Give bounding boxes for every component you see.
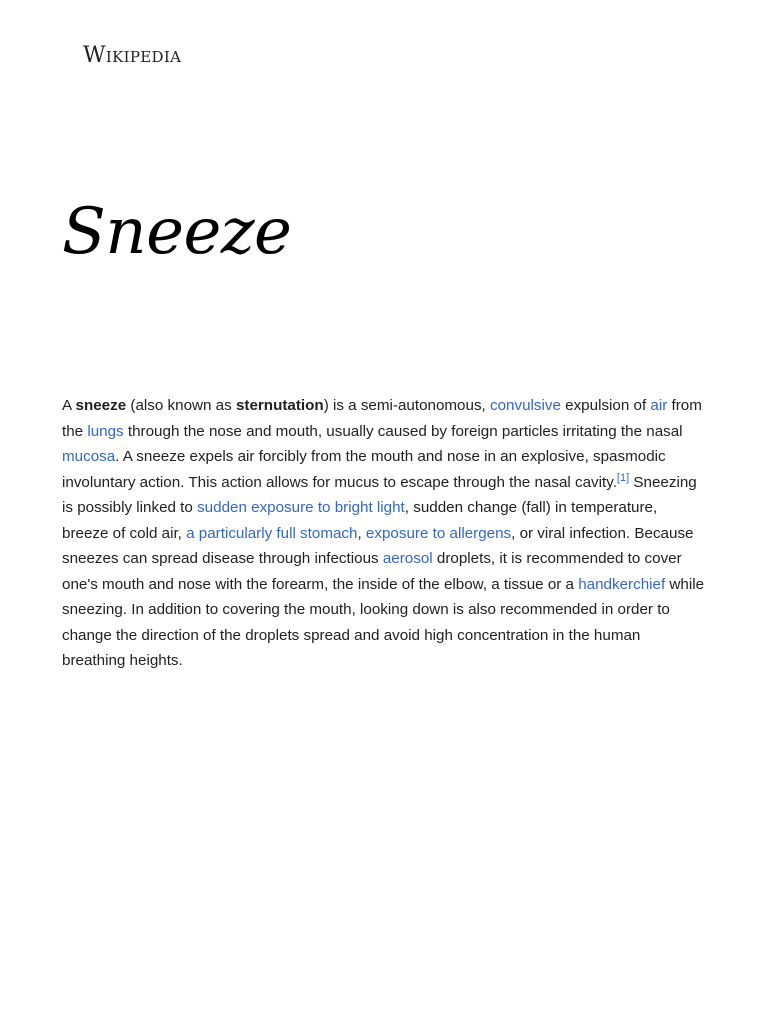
reference-link-1[interactable]: [1] xyxy=(616,471,630,484)
link-bright-light[interactable]: sudden exposure to bright light xyxy=(197,499,405,516)
page-title: Sneeze xyxy=(62,195,292,269)
text-segment: , sudden change (fall) in temperature, breeze of cold air, xyxy=(62,499,658,542)
link-convulsive[interactable]: convulsive xyxy=(490,397,561,414)
text-segment: Sneezing is possibly linked to xyxy=(62,473,697,516)
text-segment: , or viral infection. Because sneezes can spread disease through infectious xyxy=(62,524,694,567)
link-allergens[interactable]: exposure to allergens xyxy=(365,524,512,542)
wikipedia-logo[interactable]: Wikipedia xyxy=(83,43,182,68)
link-full-stomach[interactable]: a particularly full stomach xyxy=(186,524,358,542)
text-segment: droplets, it is recommended to cover one's mouth and nose with the forearm, the inside of the elbow, a tissue or a xyxy=(62,550,682,593)
bold-term-sternutation: sternutation xyxy=(235,397,324,414)
link-aerosol[interactable]: aerosol xyxy=(382,550,433,567)
bold-term-sneeze: sneeze xyxy=(75,397,127,414)
text-segment: from the xyxy=(62,397,702,440)
text-segment: while sneezing. In addition to covering the mouth, looking down is also recommended in order to change the direction of the droplets spread and avoid high concentration in the human breathing heights. xyxy=(62,575,705,669)
text-segment: , xyxy=(357,524,366,542)
text-segment: ) is a semi-autonomous, xyxy=(323,397,490,414)
article-paragraph xyxy=(62,393,706,674)
text-segment: through the nose and mouth, usually caused by foreign particles irritating the nasal xyxy=(123,422,683,440)
text-segment: . A sneeze expels air forcibly from the mouth and nose in an explosive, spasmodic involuntary action. This action allows for mucus to escape through the nasal cavity. xyxy=(62,448,666,491)
link-air[interactable]: air xyxy=(650,397,668,414)
text-segment: expulsion of xyxy=(560,397,651,414)
link-handkerchief[interactable]: handkerchief xyxy=(578,575,666,593)
text-segment: A xyxy=(62,397,76,414)
text-segment: (also known as xyxy=(126,397,236,414)
link-lungs[interactable]: lungs xyxy=(87,422,124,440)
link-mucosa[interactable]: mucosa xyxy=(62,448,116,465)
